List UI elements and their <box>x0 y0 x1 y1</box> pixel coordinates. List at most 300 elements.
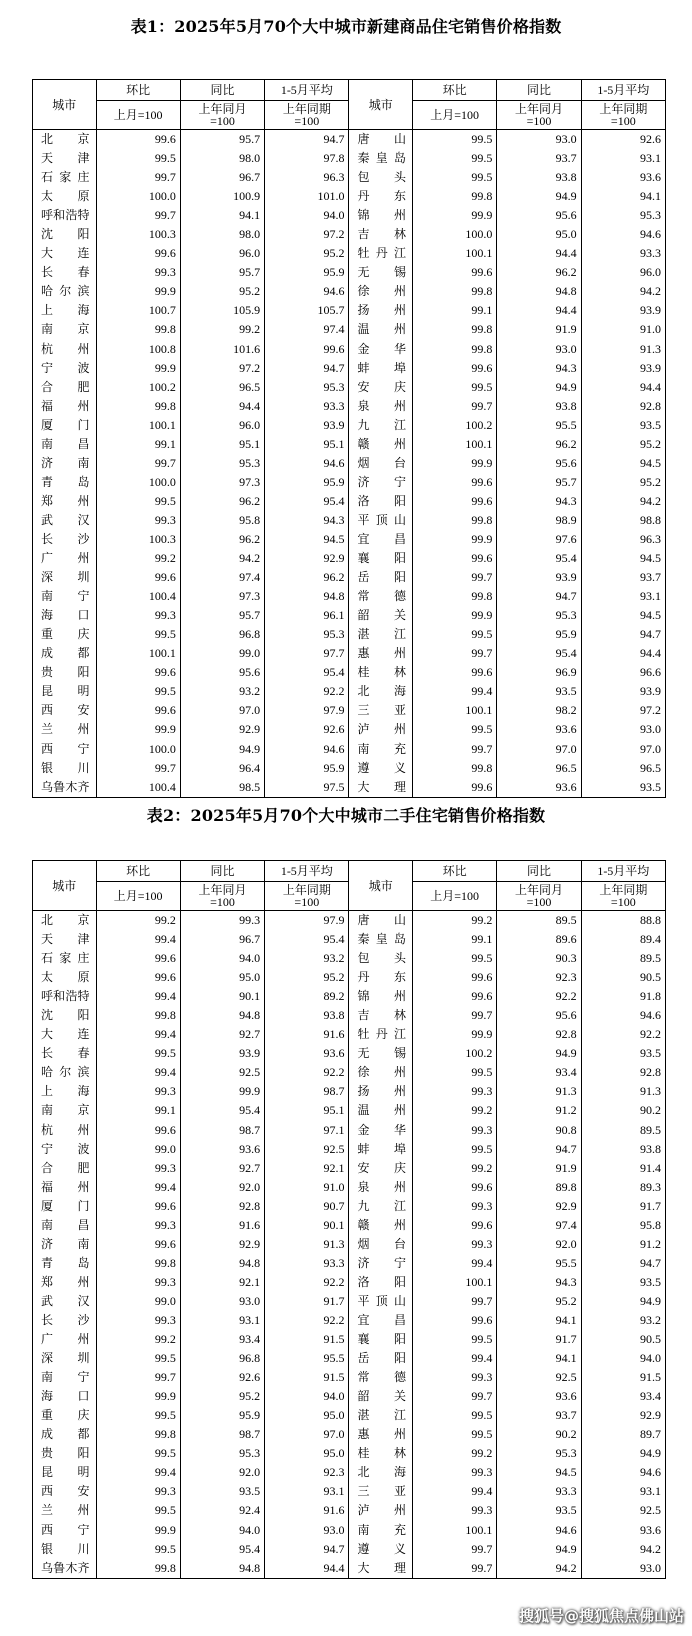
mom-cell: 99.6 <box>96 663 180 682</box>
avg-cell: 89.3 <box>581 1178 665 1197</box>
city-cell: 徐州 <box>349 1063 413 1082</box>
mom-cell: 99.7 <box>96 759 180 778</box>
yoy-cell: 98.0 <box>180 149 264 168</box>
avg-cell: 94.4 <box>265 1559 349 1579</box>
city-cell: 惠州 <box>349 644 413 663</box>
city-cell: 济南 <box>33 454 97 473</box>
avg-cell: 92.5 <box>265 1140 349 1159</box>
yoy-cell: 95.0 <box>180 968 264 987</box>
city-header: 城市 <box>33 80 97 130</box>
avg-cell: 92.8 <box>581 397 665 416</box>
mom-cell: 99.9 <box>96 359 180 378</box>
table-row <box>33 454 666 473</box>
table-row <box>33 1197 666 1216</box>
yoy-cell: 93.6 <box>497 778 581 798</box>
mom-cell: 99.6 <box>412 1178 496 1197</box>
avg-cell: 93.6 <box>581 1521 665 1540</box>
mom-cell: 99.3 <box>96 1273 180 1292</box>
yoy-cell: 93.5 <box>497 682 581 701</box>
mom-cell: 99.5 <box>412 720 496 739</box>
yoy-cell: 94.9 <box>497 378 581 397</box>
mom-cell: 99.6 <box>96 949 180 968</box>
yoy-cell: 95.7 <box>497 473 581 492</box>
mom-cell: 99.4 <box>96 987 180 1006</box>
avg-cell: 91.2 <box>581 1235 665 1254</box>
city-cell: 重庆 <box>33 625 97 644</box>
table-row <box>33 759 666 778</box>
city-cell: 丹东 <box>349 187 413 206</box>
table-row <box>33 1406 666 1425</box>
yoy-cell: 94.5 <box>497 1463 581 1482</box>
city-cell: 包头 <box>349 949 413 968</box>
yoy-cell: 93.2 <box>180 682 264 701</box>
city-cell: 丹东 <box>349 968 413 987</box>
avg-cell: 91.7 <box>265 1292 349 1311</box>
mom-cell: 100.2 <box>96 378 180 397</box>
city-cell: 兰州 <box>33 720 97 739</box>
city-cell: 安庆 <box>349 378 413 397</box>
avg-cell: 94.2 <box>581 282 665 301</box>
mom-cell: 99.6 <box>412 359 496 378</box>
city-cell: 乌鲁木齐 <box>33 778 97 798</box>
mom-cell: 99.5 <box>96 1444 180 1463</box>
yoy-cell: 100.9 <box>180 187 264 206</box>
yoy-cell: 95.5 <box>497 1254 581 1273</box>
city-cell: 西宁 <box>33 1521 97 1540</box>
avg-header: 1-5月平均 <box>581 861 665 882</box>
yoy-cell: 89.6 <box>497 930 581 949</box>
yoy-cell: 94.1 <box>497 1349 581 1368</box>
city-cell: 北京 <box>33 130 97 150</box>
mom-cell: 99.6 <box>96 1121 180 1140</box>
avg-cell: 94.0 <box>265 1387 349 1406</box>
avg-cell: 94.7 <box>265 359 349 378</box>
mom-cell: 99.3 <box>412 1121 496 1140</box>
mom-cell: 100.0 <box>96 187 180 206</box>
avg-cell: 90.1 <box>265 1216 349 1235</box>
city-cell: 郑州 <box>33 1273 97 1292</box>
avg-cell: 98.8 <box>581 511 665 530</box>
table-row <box>33 1025 666 1044</box>
mom-cell: 99.3 <box>412 1368 496 1387</box>
city-cell: 武汉 <box>33 511 97 530</box>
city-cell: 石家庄 <box>33 168 97 187</box>
yoy-cell: 96.2 <box>180 530 264 549</box>
avg-cell: 94.6 <box>265 282 349 301</box>
mom-cell: 99.2 <box>96 911 180 931</box>
city-cell: 锦州 <box>349 987 413 1006</box>
yoy-cell: 96.5 <box>180 378 264 397</box>
city-cell: 济宁 <box>349 1254 413 1273</box>
mom-cell: 99.6 <box>96 968 180 987</box>
city-cell: 深圳 <box>33 568 97 587</box>
table-row <box>33 1044 666 1063</box>
yoy-cell: 94.6 <box>497 1521 581 1540</box>
yoy-cell: 94.1 <box>497 1311 581 1330</box>
mom-cell: 99.6 <box>96 701 180 720</box>
yoy-cell: 94.3 <box>497 492 581 511</box>
avg-cell: 93.9 <box>581 682 665 701</box>
avg-cell: 93.9 <box>581 359 665 378</box>
avg-cell: 94.2 <box>581 492 665 511</box>
city-cell: 贵阳 <box>33 663 97 682</box>
avg-cell: 94.7 <box>265 1540 349 1559</box>
yoy-cell: 96.0 <box>180 416 264 435</box>
mom-cell: 99.5 <box>96 682 180 701</box>
yoy-cell: 93.5 <box>497 1501 581 1520</box>
mom-cell: 99.7 <box>412 1540 496 1559</box>
table-row <box>33 1444 666 1463</box>
yoy-cell: 105.9 <box>180 301 264 320</box>
mom-cell: 99.6 <box>412 663 496 682</box>
yoy-cell: 91.7 <box>497 1330 581 1349</box>
mom-cell: 99.8 <box>412 759 496 778</box>
city-cell: 赣州 <box>349 1216 413 1235</box>
yoy-cell: 93.4 <box>180 1330 264 1349</box>
mom-cell: 99.5 <box>412 1406 496 1425</box>
yoy-cell: 92.1 <box>180 1273 264 1292</box>
city-cell: 金华 <box>349 1121 413 1140</box>
yoy-cell: 98.7 <box>180 1425 264 1444</box>
city-cell: 宜昌 <box>349 1311 413 1330</box>
mom-cell: 99.2 <box>412 1101 496 1120</box>
city-cell: 上海 <box>33 301 97 320</box>
city-cell: 沈阳 <box>33 225 97 244</box>
yoy-cell: 92.0 <box>180 1178 264 1197</box>
city-cell: 哈尔滨 <box>33 282 97 301</box>
mom-cell: 99.8 <box>96 1254 180 1273</box>
city-cell: 惠州 <box>349 1425 413 1444</box>
avg-cell: 91.5 <box>265 1368 349 1387</box>
city-cell: 青岛 <box>33 473 97 492</box>
city-cell: 湛江 <box>349 625 413 644</box>
table-row <box>33 149 666 168</box>
city-cell: 厦门 <box>33 416 97 435</box>
avg-cell: 95.2 <box>581 435 665 454</box>
mom-cell: 100.1 <box>412 435 496 454</box>
city-cell: 呼和浩特 <box>33 206 97 225</box>
city-cell: 海口 <box>33 1387 97 1406</box>
mom-cell: 99.9 <box>412 1025 496 1044</box>
table-row <box>33 416 666 435</box>
avg-cell: 91.0 <box>581 320 665 339</box>
yoy-cell: 95.7 <box>180 263 264 282</box>
avg-cell: 94.7 <box>581 625 665 644</box>
avg-cell: 95.2 <box>581 473 665 492</box>
avg-cell: 96.3 <box>581 530 665 549</box>
mom-cell: 99.5 <box>412 625 496 644</box>
yoy-cell: 95.3 <box>497 1444 581 1463</box>
city-cell: 岳阳 <box>349 1349 413 1368</box>
mom-cell: 99.6 <box>412 263 496 282</box>
city-cell: 南京 <box>33 320 97 339</box>
avg-cell: 92.6 <box>265 720 349 739</box>
avg-cell: 95.5 <box>265 1349 349 1368</box>
city-cell: 石家庄 <box>33 949 97 968</box>
avg-cell: 94.5 <box>581 454 665 473</box>
city-cell: 遵义 <box>349 1540 413 1559</box>
yoy-cell: 95.3 <box>180 1444 264 1463</box>
yoy-cell: 94.0 <box>180 949 264 968</box>
table-row <box>33 1311 666 1330</box>
yoy-cell: 94.4 <box>497 244 581 263</box>
mom-base: 上月=100 <box>96 101 180 130</box>
avg-cell: 93.2 <box>581 1311 665 1330</box>
yoy-cell: 93.8 <box>497 168 581 187</box>
mom-cell: 100.7 <box>96 301 180 320</box>
table-row <box>33 1482 666 1501</box>
yoy-cell: 97.6 <box>497 530 581 549</box>
avg-cell: 96.6 <box>581 663 665 682</box>
mom-base: 上月=100 <box>96 882 180 911</box>
avg-cell: 93.1 <box>581 1482 665 1501</box>
city-cell: 昆明 <box>33 682 97 701</box>
avg-cell: 93.3 <box>581 244 665 263</box>
city-cell: 九江 <box>349 1197 413 1216</box>
yoy-cell: 94.4 <box>497 301 581 320</box>
city-cell: 西安 <box>33 701 97 720</box>
avg-cell: 96.1 <box>265 606 349 625</box>
avg-cell: 95.9 <box>265 759 349 778</box>
yoy-cell: 92.9 <box>180 1235 264 1254</box>
city-cell: 南充 <box>349 740 413 759</box>
city-cell: 银川 <box>33 759 97 778</box>
table-row <box>33 568 666 587</box>
mom-cell: 99.8 <box>412 511 496 530</box>
avg-cell: 94.0 <box>265 206 349 225</box>
avg-cell: 94.7 <box>581 1254 665 1273</box>
city-cell: 深圳 <box>33 1349 97 1368</box>
yoy-cell: 93.1 <box>180 1311 264 1330</box>
avg-cell: 93.5 <box>581 1044 665 1063</box>
mom-cell: 99.9 <box>96 1521 180 1540</box>
yoy-cell: 93.4 <box>497 1063 581 1082</box>
city-cell: 南宁 <box>33 587 97 606</box>
city-cell: 韶关 <box>349 1387 413 1406</box>
avg-cell: 93.3 <box>265 1254 349 1273</box>
yoy-cell: 95.1 <box>180 435 264 454</box>
avg-cell: 95.2 <box>265 244 349 263</box>
yoy-cell: 96.7 <box>180 168 264 187</box>
avg-cell: 97.9 <box>265 911 349 931</box>
mom-cell: 99.6 <box>412 549 496 568</box>
mom-cell: 99.5 <box>96 1501 180 1520</box>
table-row <box>33 1178 666 1197</box>
yoy-cell: 95.7 <box>180 130 264 150</box>
yoy-cell: 95.5 <box>497 416 581 435</box>
city-cell: 成都 <box>33 644 97 663</box>
mom-cell: 99.5 <box>412 1425 496 1444</box>
yoy-cell: 95.3 <box>497 606 581 625</box>
yoy-cell: 96.4 <box>180 759 264 778</box>
yoy-cell: 95.4 <box>497 549 581 568</box>
mom-cell: 99.8 <box>96 1006 180 1025</box>
yoy-cell: 90.3 <box>497 949 581 968</box>
avg-cell: 93.9 <box>581 301 665 320</box>
city-cell: 秦皇岛 <box>349 930 413 949</box>
avg-cell: 97.8 <box>265 149 349 168</box>
avg-cell: 90.5 <box>581 1330 665 1349</box>
avg-cell: 95.0 <box>265 1444 349 1463</box>
mom-cell: 99.8 <box>96 1559 180 1579</box>
avg-cell: 105.7 <box>265 301 349 320</box>
mom-cell: 99.9 <box>412 530 496 549</box>
mom-cell: 99.3 <box>96 1311 180 1330</box>
avg-cell: 95.4 <box>265 492 349 511</box>
yoy-cell: 91.3 <box>497 1082 581 1101</box>
mom-cell: 99.7 <box>412 1387 496 1406</box>
yoy-cell: 98.5 <box>180 778 264 798</box>
yoy-cell: 97.0 <box>497 740 581 759</box>
mom-cell: 99.6 <box>412 473 496 492</box>
table-row <box>33 187 666 206</box>
city-cell: 天津 <box>33 149 97 168</box>
mom-cell: 99.3 <box>96 1482 180 1501</box>
mom-cell: 99.1 <box>96 435 180 454</box>
yoy-cell: 97.3 <box>180 473 264 492</box>
avg-cell: 93.6 <box>265 1044 349 1063</box>
avg-cell: 91.0 <box>265 1178 349 1197</box>
mom-cell: 99.2 <box>96 549 180 568</box>
city-cell: 温州 <box>349 1101 413 1120</box>
city-cell: 温州 <box>349 320 413 339</box>
city-cell: 蚌埠 <box>349 1140 413 1159</box>
yoy-cell: 98.0 <box>180 225 264 244</box>
city-cell: 湛江 <box>349 1406 413 1425</box>
mom-cell: 100.2 <box>412 1044 496 1063</box>
yoy-cell: 93.0 <box>180 1292 264 1311</box>
yoy-cell: 89.5 <box>497 911 581 931</box>
avg-cell: 94.6 <box>265 454 349 473</box>
mom-cell: 99.4 <box>96 1463 180 1482</box>
avg-cell: 97.5 <box>265 778 349 798</box>
yoy-cell: 89.8 <box>497 1178 581 1197</box>
mom-cell: 99.9 <box>412 206 496 225</box>
avg-cell: 91.6 <box>265 1025 349 1044</box>
yoy-cell: 92.8 <box>497 1025 581 1044</box>
mom-cell: 99.7 <box>412 644 496 663</box>
avg-cell: 95.4 <box>265 663 349 682</box>
table-row <box>33 168 666 187</box>
mom-cell: 99.5 <box>96 149 180 168</box>
mom-header: 环比 <box>412 861 496 882</box>
city-cell: 洛阳 <box>349 492 413 511</box>
avg-cell: 92.5 <box>581 1501 665 1520</box>
mom-cell: 99.4 <box>96 1178 180 1197</box>
table-row <box>33 130 666 150</box>
city-cell: 安庆 <box>349 1159 413 1178</box>
yoy-cell: 95.4 <box>180 1101 264 1120</box>
avg-cell: 90.2 <box>581 1101 665 1120</box>
table2-title: 表2：2025年5月70个大中城市二手住宅销售价格指数 <box>146 806 546 825</box>
city-cell: 贵阳 <box>33 1444 97 1463</box>
city-cell: 合肥 <box>33 1159 97 1178</box>
city-cell: 襄阳 <box>349 1330 413 1349</box>
city-cell: 福州 <box>33 1178 97 1197</box>
mom-cell: 99.7 <box>412 568 496 587</box>
city-cell: 徐州 <box>349 282 413 301</box>
city-cell: 广州 <box>33 549 97 568</box>
table-row <box>33 1349 666 1368</box>
yoy-cell: 94.9 <box>180 740 264 759</box>
yoy-cell: 94.2 <box>497 1559 581 1579</box>
yoy-cell: 101.6 <box>180 340 264 359</box>
city-cell: 宁波 <box>33 1140 97 1159</box>
mom-cell: 100.1 <box>412 244 496 263</box>
avg-cell: 95.9 <box>265 263 349 282</box>
city-cell: 呼和浩特 <box>33 987 97 1006</box>
avg-cell: 92.6 <box>581 130 665 150</box>
avg-cell: 91.3 <box>581 1082 665 1101</box>
avg-cell: 92.9 <box>581 1406 665 1425</box>
mom-cell: 99.5 <box>412 949 496 968</box>
avg-cell: 95.8 <box>581 1216 665 1235</box>
yoy-cell: 92.3 <box>497 968 581 987</box>
mom-cell: 99.6 <box>96 130 180 150</box>
avg-cell: 95.0 <box>265 1406 349 1425</box>
avg-cell: 97.2 <box>265 225 349 244</box>
mom-cell: 100.3 <box>96 225 180 244</box>
yoy-cell: 96.8 <box>180 625 264 644</box>
table2 <box>32 860 666 1579</box>
city-cell: 济宁 <box>349 473 413 492</box>
avg-cell: 93.1 <box>581 149 665 168</box>
table-row <box>33 282 666 301</box>
city-cell: 银川 <box>33 1540 97 1559</box>
yoy-cell: 92.2 <box>497 987 581 1006</box>
avg-cell: 94.6 <box>581 225 665 244</box>
avg-cell: 94.5 <box>581 549 665 568</box>
yoy-cell: 94.4 <box>180 397 264 416</box>
mom-cell: 99.7 <box>96 1368 180 1387</box>
city-cell: 泉州 <box>349 1178 413 1197</box>
table-row <box>33 587 666 606</box>
avg-cell: 94.2 <box>581 1540 665 1559</box>
mom-cell: 99.1 <box>412 301 496 320</box>
mom-cell: 100.0 <box>96 473 180 492</box>
city-cell: 泸州 <box>349 720 413 739</box>
table-row <box>33 1425 666 1444</box>
mom-cell: 99.4 <box>412 682 496 701</box>
table-row <box>33 301 666 320</box>
table-row <box>33 606 666 625</box>
yoy-cell: 92.8 <box>180 1197 264 1216</box>
yoy-cell: 93.6 <box>180 1140 264 1159</box>
mom-cell: 99.8 <box>412 320 496 339</box>
table-row <box>33 1330 666 1349</box>
yoy-cell: 95.2 <box>497 1292 581 1311</box>
mom-cell: 100.4 <box>96 778 180 798</box>
mom-cell: 99.9 <box>96 720 180 739</box>
table-row <box>33 225 666 244</box>
city-cell: 兰州 <box>33 1501 97 1520</box>
city-header: 城市 <box>349 861 413 911</box>
table-row <box>33 740 666 759</box>
yoy-header: 同比 <box>180 861 264 882</box>
mom-cell: 99.9 <box>412 606 496 625</box>
yoy-cell: 94.8 <box>180 1559 264 1579</box>
table-row <box>33 530 666 549</box>
city-cell: 扬州 <box>349 301 413 320</box>
avg-cell: 92.3 <box>265 1463 349 1482</box>
avg-cell: 94.5 <box>581 606 665 625</box>
city-cell: 南充 <box>349 1521 413 1540</box>
avg-cell: 94.5 <box>265 530 349 549</box>
avg-cell: 94.3 <box>265 511 349 530</box>
avg-cell: 89.4 <box>581 930 665 949</box>
avg-cell: 94.4 <box>581 644 665 663</box>
table-row <box>33 263 666 282</box>
